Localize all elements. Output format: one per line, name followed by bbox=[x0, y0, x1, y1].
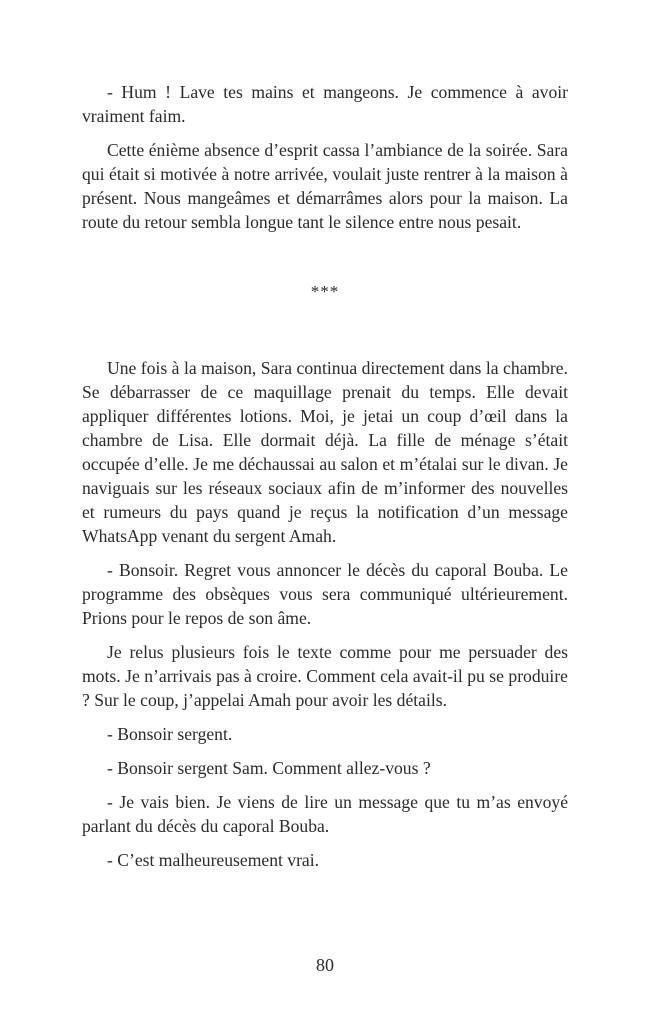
text-block-after-separator bbox=[82, 356, 568, 872]
paragraph: Cette énième absence d’esprit cassa l’ambiance de la soirée. Sara qui était si motivée à notre arrivée, voulait juste rentrer à la maison à présent. Nous mangeâmes et démarrâmes alors pour la maison. La route du retour sembla longue tant le silence entre nous pesait. bbox=[82, 140, 568, 232]
paragraph: Une fois à la maison, Sara continua directement dans la chambre. Se débarrasser de ce maquillage prenait du temps. Elle devait appliquer différentes lotions. Moi, je jetai un coup d’œil dans la chambre de Lisa. Elle dormait déjà. La fille de ménage s’était occupée d’elle. Je me déchaussai au salon et m’étalai sur le divan. Je naviguais sur les réseaux sociaux afin de m’informer des nouvelles et rumeurs du pays quand je reçus la notification d’un message WhatsApp venant du sergent Amah. bbox=[82, 358, 568, 546]
paragraph: - Bonsoir sergent Sam. Comment allez-vous ? bbox=[107, 758, 431, 778]
scene-separator: *** bbox=[310, 282, 340, 301]
paragraph: Je relus plusieurs fois le texte comme pour me persuader des mots. Je n’arrivais pas à croire. Comment cela avait-il pu se produire ? Sur le coup, j’appelai Amah pour avoir les détails. bbox=[82, 642, 568, 710]
paragraph: - Hum ! Lave tes mains et mangeons. Je commence à avoir vraiment faim. bbox=[82, 82, 568, 126]
paragraph: - Bonsoir sergent. bbox=[107, 724, 233, 744]
text-block-before-separator bbox=[82, 80, 568, 234]
paragraph: - Bonsoir. Regret vous annoncer le décès du caporal Bouba. Le programme des obsèques vous sera communiqué ultérieurement. Prions pour le repos de son âme. bbox=[82, 560, 568, 628]
page-number: 80 bbox=[316, 955, 334, 975]
book-page bbox=[82, 80, 568, 882]
paragraph: - Je vais bien. Je viens de lire un message que tu m’as envoyé parlant du décès du caporal Bouba. bbox=[82, 792, 568, 836]
paragraph: - C’est malheureusement vrai. bbox=[107, 850, 320, 870]
